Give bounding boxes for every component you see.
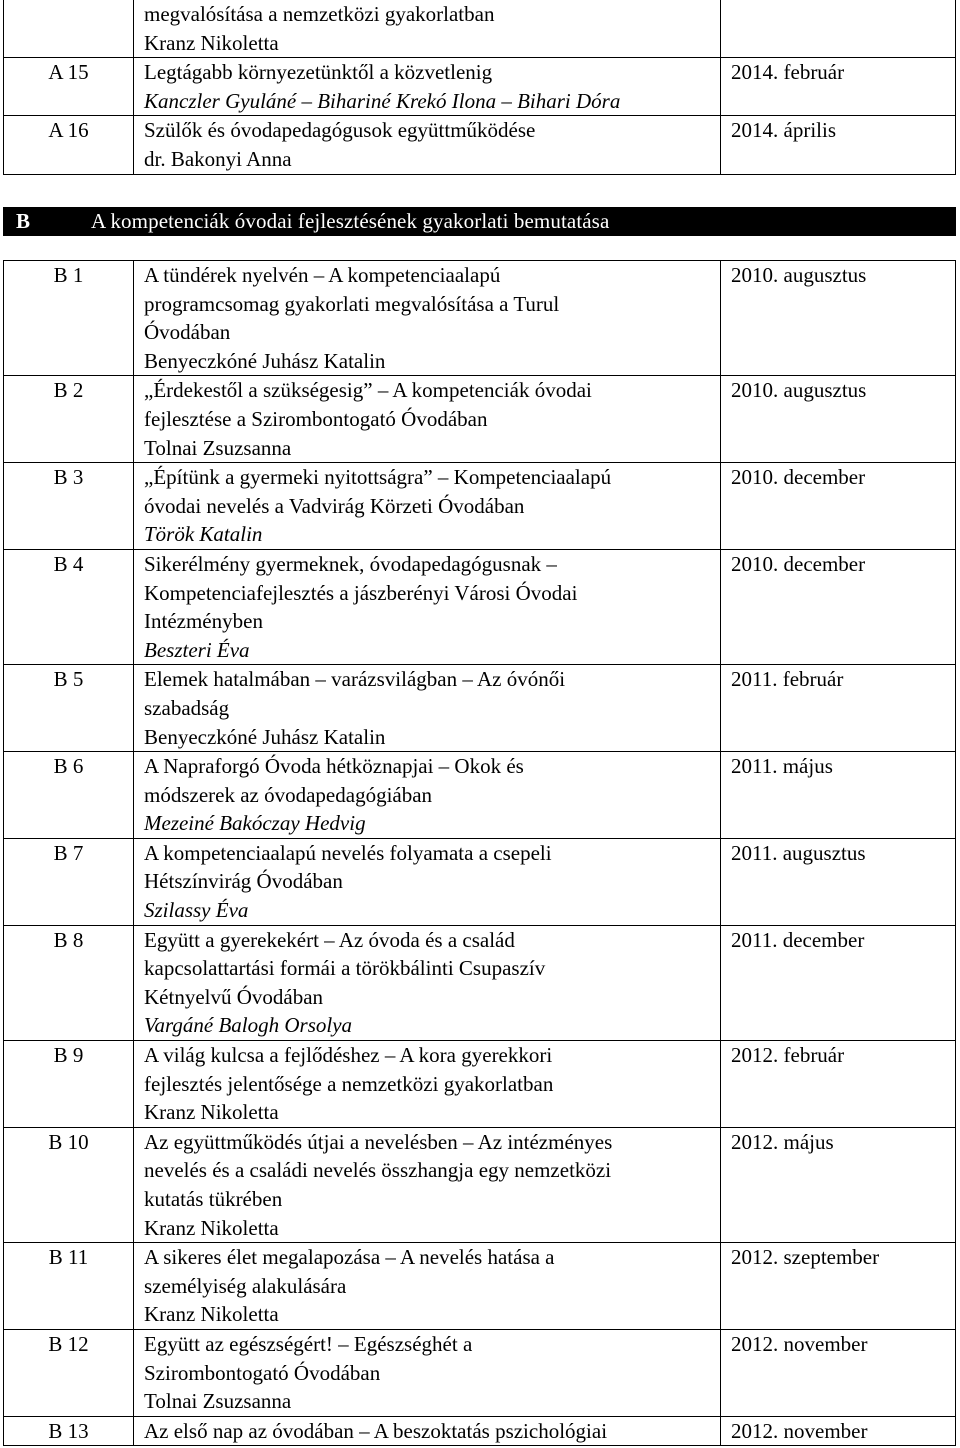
row-author: Tolnai Zsuzsanna [144, 435, 292, 460]
row-title-cell [134, 752, 721, 839]
row-title-cell [134, 1127, 721, 1242]
row-title-line: A sikeres élet megalapozása – A nevelés hatása a [144, 1245, 555, 1270]
row-author: dr. Bakonyi Anna [144, 146, 292, 171]
row-author: Kranz Nikoletta [144, 1302, 279, 1327]
row-author: Kranz Nikoletta [144, 30, 279, 55]
table-row [4, 1416, 956, 1446]
table-row [4, 1243, 956, 1330]
row-date: 2014. február [721, 58, 956, 116]
row-title-cell [134, 116, 721, 174]
row-date: 2010. augusztus [721, 261, 956, 376]
section-b-title: A kompetenciák óvodai fejlesztésének gyakorlati bemutatása [91, 209, 610, 233]
row-date: 2010. december [721, 463, 956, 550]
row-title-line: Az együttműködés útjai a nevelésben – Az intézményes [144, 1129, 613, 1154]
row-title-line: „Építünk a gyermeki nyitottságra” – Kompetenciaalapú [144, 465, 612, 490]
row-title-cell [134, 925, 721, 1040]
row-code: B 1 [4, 261, 134, 376]
row-author: Beszteri Éva [144, 637, 250, 662]
row-title-line: Együtt az egészségért! – Egészséghét a [144, 1331, 473, 1356]
row-author: Kranz Nikoletta [144, 1215, 279, 1240]
table-row [4, 752, 956, 839]
table-row [4, 261, 956, 376]
row-title-line: Szülők és óvodapedagógusok együttműködése [144, 118, 536, 143]
row-title-line: Hétszínvirág Óvodában [144, 869, 343, 894]
row-title-line: A tündérek nyelvén – A kompetenciaalapú [144, 263, 501, 287]
row-date: 2010. augusztus [721, 376, 956, 463]
table-row [4, 665, 956, 752]
row-title-line: Intézményben [144, 609, 263, 634]
row-code: B 7 [4, 838, 134, 925]
row-title-line: Szirombontogató Óvodában [144, 1360, 381, 1385]
row-date: 2012. május [721, 1127, 956, 1242]
row-date: 2012. február [721, 1041, 956, 1128]
row-code: B 9 [4, 1041, 134, 1128]
row-code: B 12 [4, 1329, 134, 1416]
row-author: Benyeczkóné Juhász Katalin [144, 348, 386, 373]
publication-table-a [3, 0, 956, 175]
row-title-line: fejlesztése a Szirombontogató Óvodában [144, 406, 488, 431]
row-title-line: A világ kulcsa a fejlődéshez – A kora gyerekkori [144, 1043, 553, 1068]
table-row [4, 549, 956, 664]
row-code: B 8 [4, 925, 134, 1040]
table-row [4, 925, 956, 1040]
row-title-cell [134, 261, 721, 376]
row-title-line: Sikerélmény gyermeknek, óvodapedagógusnak – [144, 551, 557, 576]
row-code: B 5 [4, 665, 134, 752]
row-code: B 13 [4, 1416, 134, 1446]
row-date: 2011. május [721, 752, 956, 839]
section-b-header [3, 207, 956, 236]
row-title-line: fejlesztés jelentősége a nemzetközi gyakorlatban [144, 1071, 554, 1096]
publication-table-a-body [4, 0, 956, 174]
row-title-line: kutatás tükrében [144, 1187, 283, 1211]
row-title-line: Legtágabb környezetünktől a közvetlenig [144, 60, 493, 85]
row-author: Tolnai Zsuzsanna [144, 1389, 292, 1414]
section-b-code: B [16, 209, 31, 233]
row-code: B 2 [4, 376, 134, 463]
row-date: 2011. december [721, 925, 956, 1040]
row-title-line: óvodai nevelés a Vadvirág Körzeti Óvodában [144, 493, 525, 518]
row-title-line: Az első nap az óvodában – A beszoktatás pszichológiai [144, 1418, 608, 1443]
table-row [4, 58, 956, 116]
row-title-line: Kompetenciafejlesztés a jászberényi Városi Óvodai [144, 580, 578, 605]
row-author: Kanczler Gyuláné – Bihariné Krekó Ilona – Bihari Dóra [144, 88, 621, 113]
row-title-cell [134, 1416, 721, 1446]
table-row [4, 1127, 956, 1242]
row-author: Kranz Nikoletta [144, 1100, 279, 1125]
row-title-cell [134, 376, 721, 463]
row-title-cell [134, 1329, 721, 1416]
table-row [4, 1041, 956, 1128]
row-date: 2011. augusztus [721, 838, 956, 925]
row-author: Szilassy Éva [144, 898, 249, 923]
row-title-line: Óvodában [144, 320, 231, 345]
row-author: Vargáné Balogh Orsolya [144, 1013, 353, 1038]
row-title-cell [134, 58, 721, 116]
row-title-cell [134, 0, 721, 58]
row-title-line: kapcsolattartási formái a törökbálinti Csupaszív [144, 956, 546, 981]
row-title-cell [134, 549, 721, 664]
row-date: 2014. április [721, 116, 956, 174]
row-title-cell [134, 1041, 721, 1128]
row-code: B 10 [4, 1127, 134, 1242]
table-row [4, 838, 956, 925]
publication-table-b [3, 260, 956, 1446]
row-title-line: A kompetenciaalapú nevelés folyamata a csepeli [144, 840, 552, 865]
row-title-line: „Érdekestől a szükségesig” – A kompetenciák óvodai [144, 378, 592, 403]
row-title-line: Kétnyelvű Óvodában [144, 984, 324, 1009]
table-row [4, 463, 956, 550]
row-date: 2012. szeptember [721, 1243, 956, 1330]
row-title-cell [134, 838, 721, 925]
row-date [721, 0, 956, 58]
row-code: B 4 [4, 549, 134, 664]
row-date: 2012. november [721, 1416, 956, 1446]
row-code: A 15 [4, 58, 134, 116]
row-title-cell [134, 665, 721, 752]
row-title-line: programcsomag gyakorlati megvalósítása a Turul [144, 291, 560, 316]
table-row [4, 0, 956, 58]
row-title-cell [134, 1243, 721, 1330]
row-title-line: megvalósítása a nemzetközi gyakorlatban [144, 2, 495, 26]
table-row [4, 116, 956, 174]
row-code: B 6 [4, 752, 134, 839]
row-title-line: Együtt a gyerekekért – Az óvoda és a család [144, 927, 515, 952]
row-date: 2010. december [721, 549, 956, 664]
row-author: Benyeczkóné Juhász Katalin [144, 724, 386, 749]
row-code: B 3 [4, 463, 134, 550]
row-code: B 11 [4, 1243, 134, 1330]
row-author: Mezeiné Bakóczay Hedvig [144, 811, 366, 836]
row-title-line: személyiség alakulására [144, 1273, 347, 1298]
row-title-line: nevelés és a családi nevelés összhangja egy nemzetközi [144, 1158, 612, 1183]
row-code: A 16 [4, 116, 134, 174]
row-title-cell [134, 463, 721, 550]
row-title-line: szabadság [144, 695, 230, 720]
row-author: Török Katalin [144, 522, 263, 547]
publication-table-b-body [4, 261, 956, 1446]
table-row [4, 1329, 956, 1416]
table-row [4, 376, 956, 463]
row-title-line: A Napraforgó Óvoda hétköznapjai – Okok és [144, 754, 524, 779]
row-date: 2012. november [721, 1329, 956, 1416]
row-title-line: módszerek az óvodapedagógiában [144, 782, 433, 807]
row-date: 2011. február [721, 665, 956, 752]
row-title-line: Elemek hatalmában – varázsvilágban – Az óvónői [144, 667, 566, 692]
row-code [4, 0, 134, 58]
